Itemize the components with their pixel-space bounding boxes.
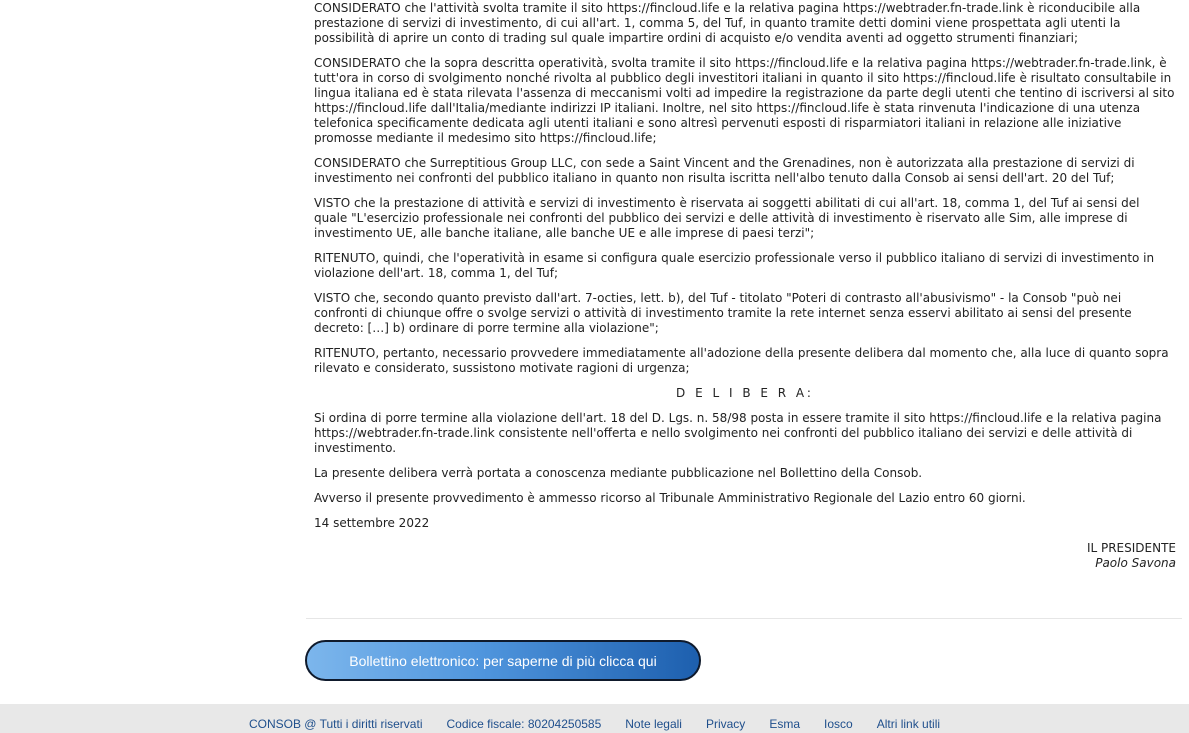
paragraph-considerato-2: CONSIDERATO che la sopra descritta operatività, svolta tramite il sito https://fincloud.life e la relativa pagina https://webtrader.fn-trade.link, è tutt'ora in corso di svolgimento nonché rivolta al pubblico degli investitori italiani in quanto il sito https://fincloud.life è risultato consultabile in lingua italiana ed è stata rilevata l'assenza di meccanismi volti ad impedire la registrazione da parte degli utenti che tentino di iscriversi al sito https://fincloud.life dall'Italia/mediante indirizzi IP italiani. Inoltre, nel sito https://fincloud.life è stata rinvenuta l'indicazione di una utenza telefonica specificamente dedicata agli utenti italiani e sono altresì pervenuti esposti di risparmiatori italiani in relazione alle iniziative promosse mediante il medesimo sito https://fincloud.life; <box>314 56 1175 145</box>
delibera-heading: D E L I B E R A: <box>676 386 814 400</box>
paragraph-ritenuto-1: RITENUTO, quindi, che l'operatività in esame si configura quale esercizio professionale verso il pubblico italiano di servizi di investimento in violazione dell'art. 18, comma 1, del Tuf; <box>314 251 1155 280</box>
signature-block <box>314 541 1176 571</box>
bollettino-button[interactable]: Bollettino elettronico: per saperne di più clicca qui <box>305 640 701 681</box>
section-divider <box>306 618 1182 619</box>
signature-role: IL PRESIDENTE <box>1086 541 1176 555</box>
footer-link-copyright[interactable]: CONSOB @ Tutti i diritti riservati <box>248 717 423 731</box>
ruling-paragraph-3: Avverso il presente provvedimento è ammesso ricorso al Tribunale Amministrativo Regionale del Lazio entro 60 giorni. <box>314 491 1026 505</box>
footer-link-iosco[interactable]: Iosco <box>824 717 853 731</box>
paragraph-visto-1: VISTO che la prestazione di attività e servizi di investimento è riservata ai soggetti abilitati di cui all'art. 18, comma 1, del Tuf ai sensi del quale "L'esercizio professionale nei confronti del pubblico dei servizi e delle attività di investimento è riservato alle Sim, alle imprese di investimento UE, alle banche italiane, alle banche UE e alle imprese di paesi terzi"; <box>314 196 1140 240</box>
footer-link-privacy[interactable]: Privacy <box>705 717 746 731</box>
paragraph-ritenuto-2: RITENUTO, pertanto, necessario provvedere immediatamente all'adozione della presente delibera dal momento che, alla luce di quanto sopra rilevato e considerato, sussistono motivate ragioni di urgenza; <box>314 346 1169 375</box>
signature-name: Paolo Savona <box>1095 556 1176 570</box>
paragraph-considerato-3: CONSIDERATO che Surreptitious Group LLC, con sede a Saint Vincent and the Grenadines, non è autorizzata alla prestazione di servizi di investimento nei confronti del pubblico italiano in quanto non risulta iscritta nell'albo tenuto dalla Consob ai sensi dell'art. 20 del Tuf; <box>314 156 1135 185</box>
footer-link-codice-fiscale[interactable]: Codice fiscale: 80204250585 <box>446 717 602 731</box>
paragraph-visto-2: VISTO che, secondo quanto previsto dall'art. 7-octies, lett. b), del Tuf - titolato "Poteri di contrasto all'abusivismo" - la Consob "può nei confronti di chiunque offre o svolge servizi o attività di investimento tramite la rete internet senza esservi abilitato ai sensi del presente decreto: […] b) ordinare di porre termine alla violazione"; <box>314 291 1132 335</box>
footer-link-altri[interactable]: Altri link utili <box>876 717 941 731</box>
ruling-paragraph-1: Si ordina di porre termine alla violazione dell'art. 18 del D. Lgs. n. 58/98 posta in essere tramite il sito https://fincloud.life e la relativa pagina https://webtrader.fn-trade.link consistente nell'offerta e nello svolgimento nei confronti del pubblico italiano dei servizi e delle attività di investimento. <box>314 411 1162 455</box>
document-body <box>314 0 1176 571</box>
document-date: 14 settembre 2022 <box>314 516 430 530</box>
footer-link-esma[interactable]: Esma <box>769 717 800 731</box>
footer-bar <box>0 704 1189 733</box>
ruling-paragraph-2: La presente delibera verrà portata a conoscenza mediante pubblicazione nel Bollettino della Consob. <box>314 466 923 480</box>
footer-links <box>0 704 1189 733</box>
paragraph-considerato-1: CONSIDERATO che l'attività svolta tramite il sito https://fincloud.life e la relativa pagina https://webtrader.fn-trade.link è riconducibile alla prestazione di servizi di investimento, di cui all'art. 1, comma 5, del Tuf, in quanto tramite detti domini viene prospettata agli utenti la possibilità di aprire un conto di trading sul quale impartire ordini di acquisto e/o vendita aventi ad oggetto strumenti finanziari; <box>314 1 1141 45</box>
footer-link-note-legali[interactable]: Note legali <box>625 717 682 731</box>
